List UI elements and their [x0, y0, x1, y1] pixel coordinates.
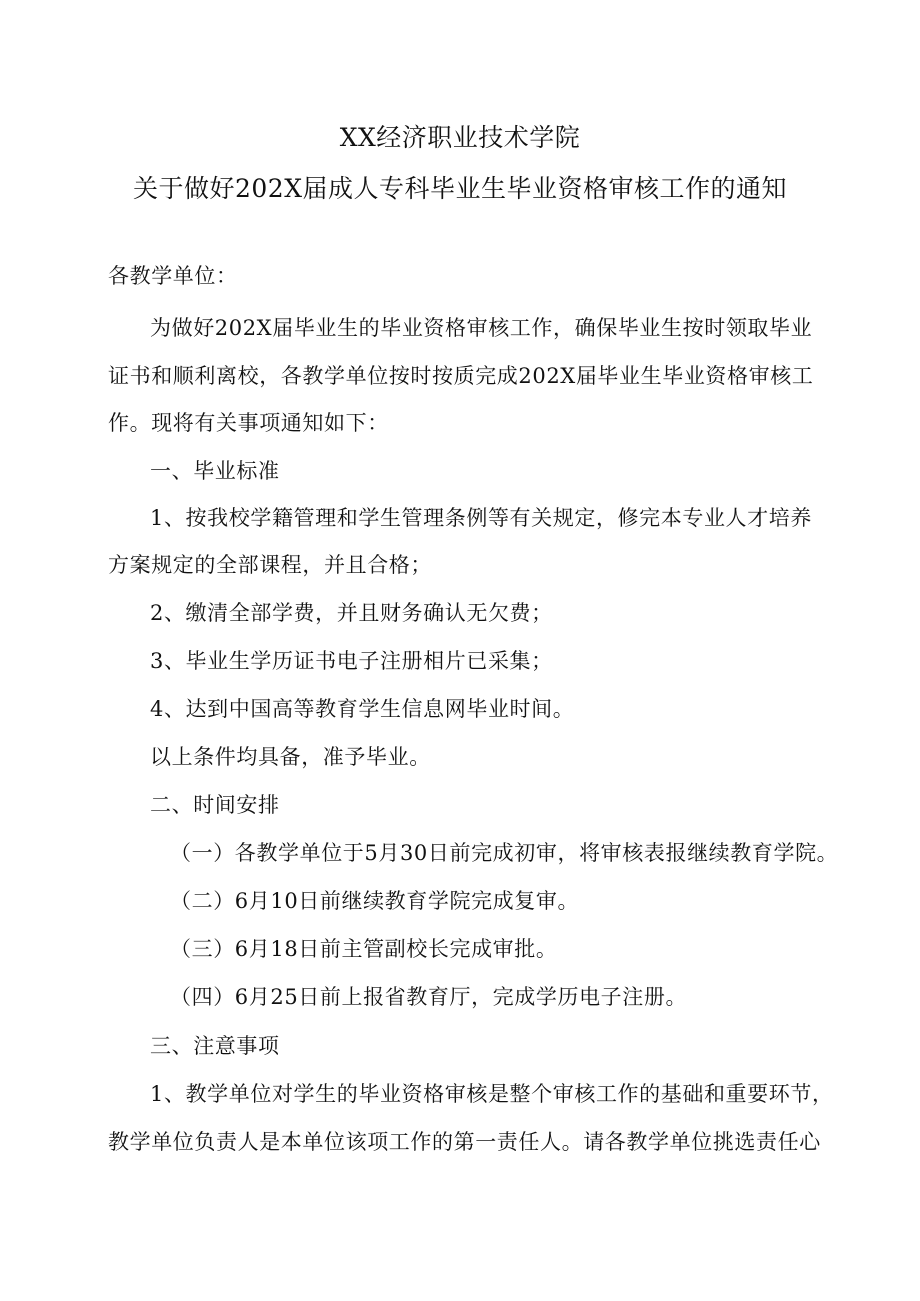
section2-item-4: （四）6月25日前上报省教育厅，完成学历电子注册。: [170, 985, 688, 1009]
section3-heading: 三、注意事项: [150, 1034, 280, 1058]
section3-item-1b: 教学单位负责人是本单位该项工作的第一责任人。请各教学单位挑选责任心: [108, 1130, 821, 1154]
section1-item-1b: 方案规定的全部课程，并且合格；: [108, 553, 432, 577]
section1-item-4: 4、达到中国高等教育学生信息网毕业时间。: [150, 697, 575, 721]
intro-line-3: 作。现将有关事项通知如下：: [108, 411, 389, 435]
section2-heading: 二、时间安排: [150, 793, 280, 817]
intro-line-2: 证书和顺利离校，各教学单位按时按质完成202X届毕业生毕业资格审核工: [108, 364, 814, 388]
section1-item-1a: 1、按我校学籍管理和学生管理条例等有关规定，修完本专业人才培养: [150, 506, 812, 530]
intro-line-1: 为做好202X届毕业生的毕业资格审核工作，确保毕业生按时领取毕业: [150, 316, 813, 340]
section1-heading: 一、毕业标准: [150, 459, 280, 483]
section3-item-1a: 1、教学单位对学生的毕业资格审核是整个审核工作的基础和重要环节，: [150, 1082, 834, 1106]
section2-item-2: （二）6月10日前继续教育学院完成复审。: [170, 889, 580, 913]
section1-conclusion: 以上条件均具备，准予毕业。: [150, 745, 431, 769]
section2-item-1: （一）各教学单位于5月30日前完成初审，将审核表报继续教育学院。: [170, 841, 839, 865]
section2-item-3: （三）6月18日前主管副校长完成审批。: [170, 937, 558, 961]
salutation: 各教学单位：: [108, 264, 238, 288]
document-title-line1: XX经济职业技术学院: [339, 123, 581, 152]
section1-item-2: 2、缴清全部学费，并且财务确认无欠费；: [150, 601, 553, 625]
section1-item-3: 3、毕业生学历证书电子注册相片已采集；: [150, 649, 553, 673]
document-title-line2: 关于做好202X届成人专科毕业生毕业资格审核工作的通知: [132, 174, 788, 203]
